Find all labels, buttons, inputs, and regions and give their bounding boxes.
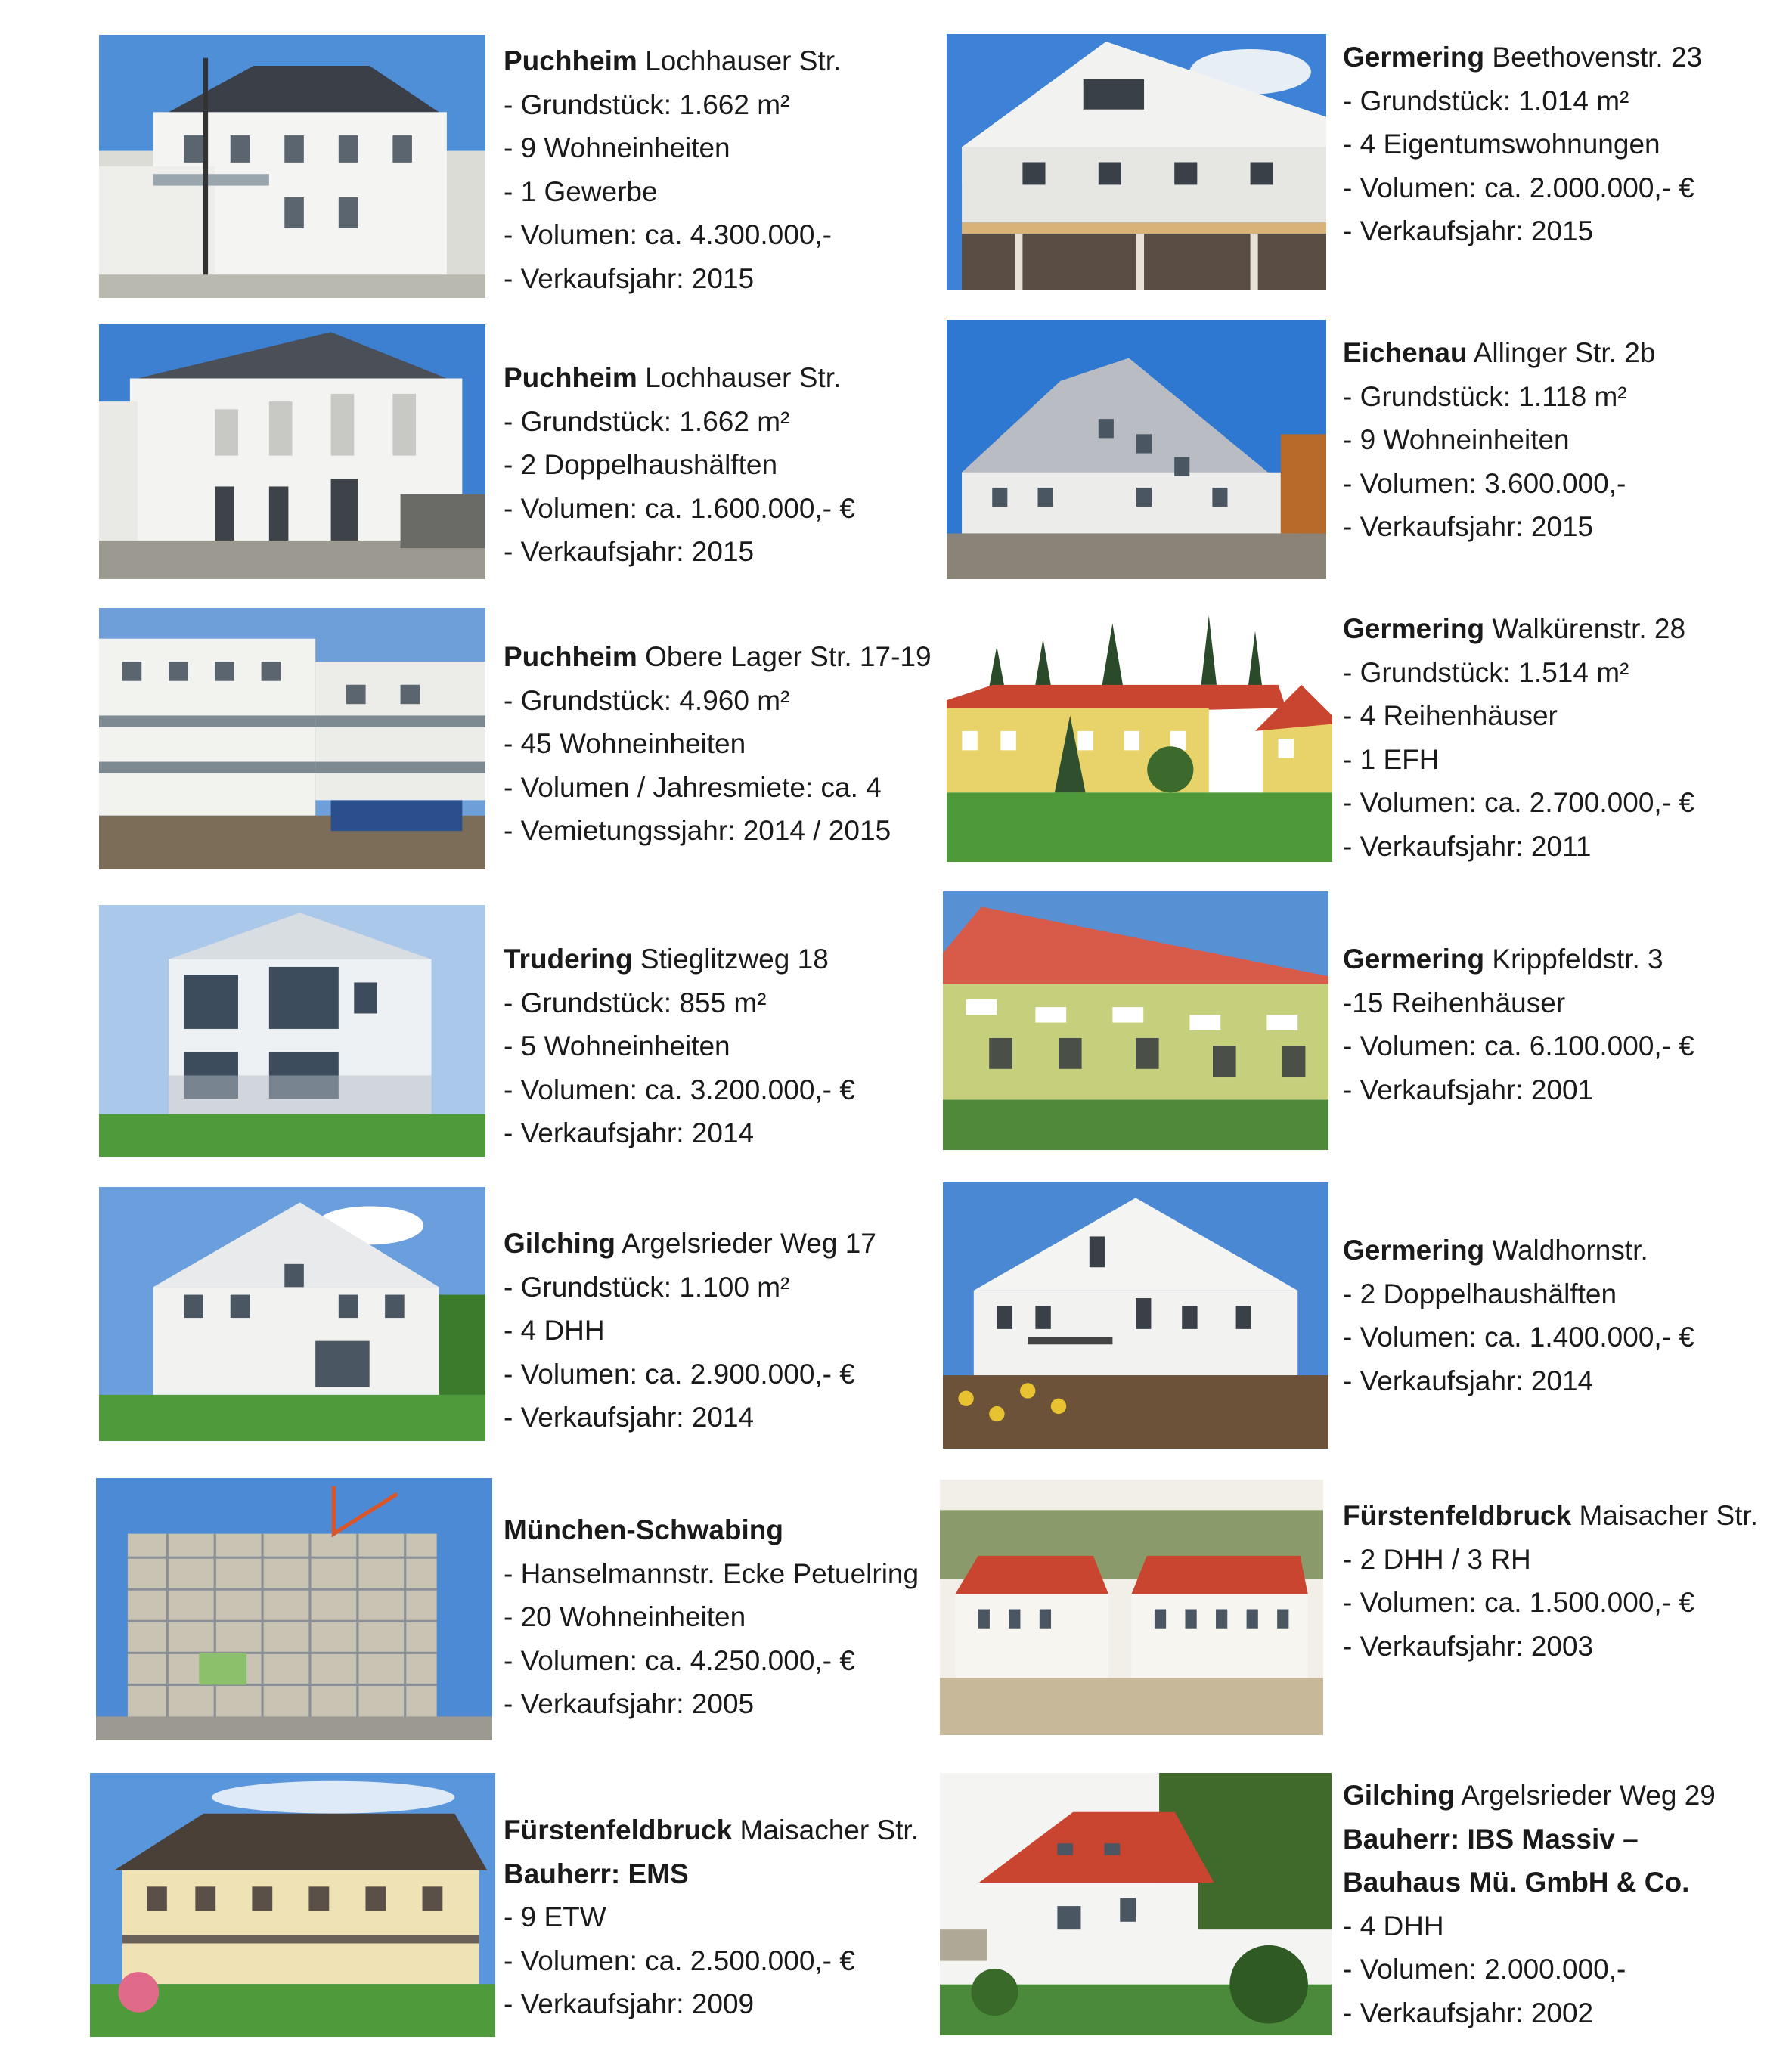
project-detail: - Volumen: ca. 6.100.000,- € <box>1343 1030 1694 1061</box>
project-title: Germering Krippfeldstr. 3 <box>1343 944 1663 975</box>
project-detail: - Grundstück: 855 m² <box>504 987 767 1018</box>
project-detail: - Verkaufsjahr: 2015 <box>504 536 755 567</box>
project-detail: - Grundstück: 1.662 m² <box>504 88 790 120</box>
project-detail: - Verkaufsjahr: 2001 <box>1343 1074 1594 1105</box>
project-detail: - 9 ETW <box>504 1901 606 1932</box>
project-detail: - Grundstück: 4.960 m² <box>504 684 790 716</box>
project-title: Gilching Argelsrieder Weg 29 <box>1343 1780 1716 1811</box>
project-detail: - Verkaufsjahr: 2003 <box>1343 1630 1594 1662</box>
project-detail: - Verkaufsjahr: 2005 <box>504 1688 755 1719</box>
project-title: Eichenau Allinger Str. 2b <box>1343 337 1656 368</box>
project-detail: - Volumen: 2.000.000,- <box>1343 1954 1626 1985</box>
project-developer: Bauhaus Mü. GmbH & Co. <box>1343 1867 1690 1898</box>
project-developer: Bauherr: IBS Massiv – <box>1343 1823 1639 1855</box>
building-photo <box>99 905 485 1157</box>
project-title: Germering Walkürenstr. 28 <box>1343 613 1686 644</box>
project-detail: - 5 Wohneinheiten <box>504 1030 730 1061</box>
project-detail: - Verkaufsjahr: 2002 <box>1343 1997 1594 2028</box>
building-photo <box>99 324 485 579</box>
project-detail: - 4 DHH <box>1343 1910 1444 1942</box>
building-photo <box>947 320 1326 579</box>
project-detail: - Volumen: ca. 4.250.000,- € <box>504 1644 855 1676</box>
project-detail: - 9 Wohneinheiten <box>1343 424 1570 455</box>
project-detail: - Verkaufsjahr: 2009 <box>504 1988 755 2019</box>
project-title: Germering Waldhornstr. <box>1343 1235 1648 1266</box>
building-photo <box>90 1773 495 2037</box>
project-detail: - 9 Wohneinheiten <box>504 132 730 163</box>
project-detail: - Volumen: ca. 2.700.000,- € <box>1343 787 1694 818</box>
building-photo <box>99 608 485 869</box>
project-detail: - 20 Wohneinheiten <box>504 1601 746 1632</box>
building-photo <box>99 35 485 298</box>
project-detail: - Grundstück: 1.014 m² <box>1343 85 1629 116</box>
project-detail: - 2 Doppelhaushälften <box>504 449 778 480</box>
building-photo <box>947 608 1332 862</box>
project-detail: - Hanselmannstr. Ecke Petuelring <box>504 1557 919 1589</box>
project-title: Puchheim Obere Lager Str. 17-19 <box>504 641 932 672</box>
building-photo <box>943 1182 1328 1449</box>
project-title: Fürstenfeldbruck Maisacher Str. <box>504 1815 919 1846</box>
project-detail: - Verkaufsjahr: 2014 <box>504 1402 755 1433</box>
project-detail: - 45 Wohneinheiten <box>504 728 746 759</box>
project-title: Germering Beethovenstr. 23 <box>1343 42 1703 73</box>
project-detail: - Grundstück: 1.100 m² <box>504 1271 790 1303</box>
project-detail: - 1 EFH <box>1343 743 1440 775</box>
project-title: München-Schwabing <box>504 1514 783 1545</box>
building-photo <box>943 891 1328 1150</box>
project-detail: - Vemietungssjahr: 2014 / 2015 <box>504 815 891 846</box>
project-detail: - Verkaufsjahr: 2014 <box>1343 1365 1594 1396</box>
project-detail: - Verkaufsjahr: 2011 <box>1343 830 1592 862</box>
project-developer: Bauherr: EMS <box>504 1858 689 1889</box>
project-detail: - Verkaufsjahr: 2015 <box>1343 511 1594 542</box>
project-detail: - Grundstück: 1.118 m² <box>1343 380 1627 412</box>
project-detail: - 4 Eigentumswohnungen <box>1343 129 1660 160</box>
project-detail: - Volumen: ca. 2.000.000,- € <box>1343 172 1694 203</box>
project-title: Fürstenfeldbruck Maisacher Str. <box>1343 1500 1758 1531</box>
project-detail: - Volumen / Jahresmiete: ca. 4 <box>504 771 882 803</box>
project-detail: - 2 Doppelhaushälften <box>1343 1278 1617 1309</box>
building-photo <box>99 1187 485 1441</box>
project-title: Gilching Argelsrieder Weg 17 <box>504 1228 876 1259</box>
project-title: Trudering Stieglitzweg 18 <box>504 944 829 975</box>
project-title: Puchheim Lochhauser Str. <box>504 362 842 393</box>
project-detail: - Volumen: 3.600.000,- <box>1343 467 1626 499</box>
project-detail: - Volumen: ca. 1.600.000,- € <box>504 492 855 524</box>
building-photo <box>947 34 1326 290</box>
project-detail: - Volumen: ca. 4.300.000,- <box>504 219 832 250</box>
project-detail: - Verkaufsjahr: 2015 <box>1343 215 1594 246</box>
building-photo <box>940 1773 1332 2035</box>
project-detail: - Volumen: ca. 2.500.000,- € <box>504 1945 855 1976</box>
project-detail: - 1 Gewerbe <box>504 175 658 207</box>
building-photo <box>940 1480 1323 1735</box>
building-photo <box>96 1478 492 1740</box>
project-detail: -15 Reihenhäuser <box>1343 987 1566 1018</box>
project-detail: - Verkaufsjahr: 2014 <box>504 1117 755 1148</box>
project-detail: - 4 DHH <box>504 1315 605 1346</box>
project-detail: - Grundstück: 1.514 m² <box>1343 656 1629 688</box>
project-detail: - Volumen: ca. 1.500.000,- € <box>1343 1587 1694 1618</box>
project-title: Puchheim Lochhauser Str. <box>504 45 842 76</box>
project-detail: - 4 Reihenhäuser <box>1343 700 1558 731</box>
project-detail: - Grundstück: 1.662 m² <box>504 405 790 437</box>
project-detail: - Verkaufsjahr: 2015 <box>504 262 755 294</box>
project-detail: - Volumen: ca. 1.400.000,- € <box>1343 1322 1694 1353</box>
project-detail: - Volumen: ca. 2.900.000,- € <box>504 1358 855 1390</box>
project-detail: - Volumen: ca. 3.200.000,- € <box>504 1074 855 1105</box>
project-detail: - 2 DHH / 3 RH <box>1343 1543 1531 1575</box>
